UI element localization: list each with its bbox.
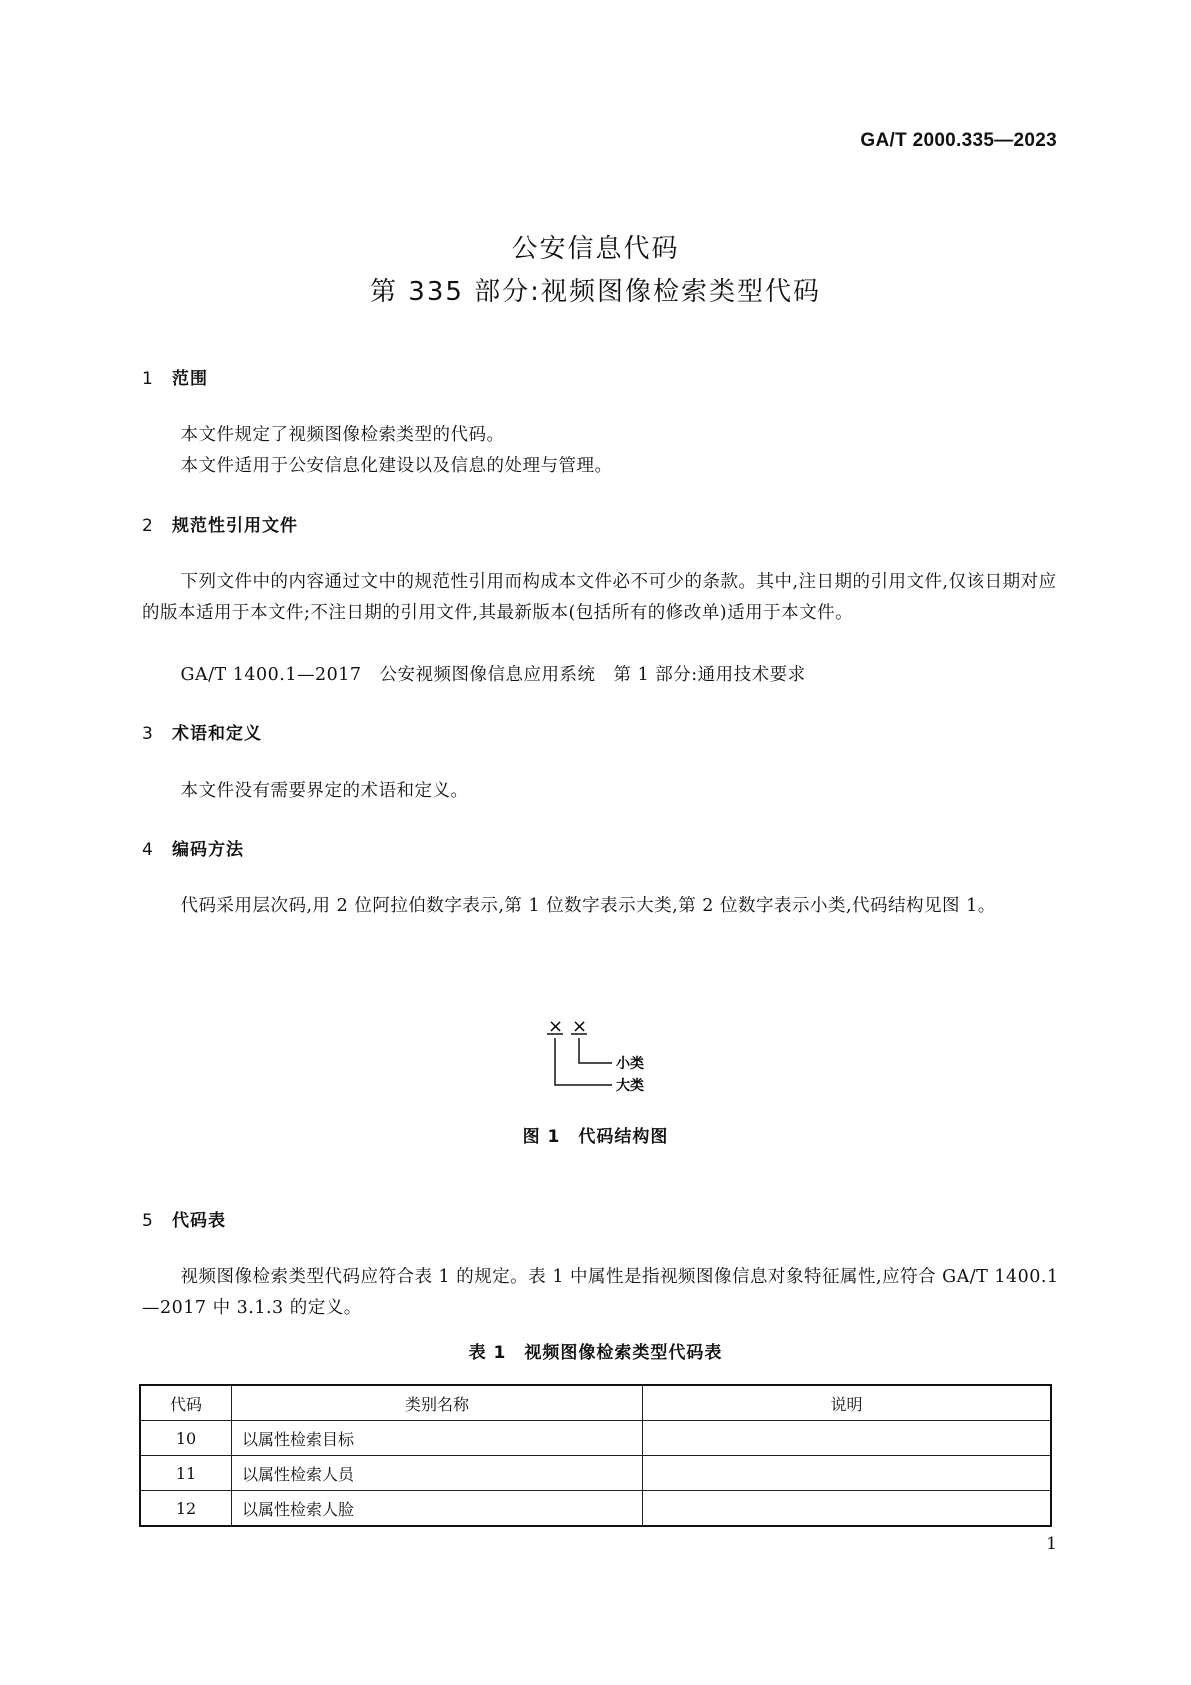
minor-connector-line xyxy=(579,1038,612,1063)
section-4-paragraph-1: 代码采用层次码,用 2 位阿拉伯数字表示,第 1 位数字表示大类,第 2 位数字表示小类,代码结构见图 1。 xyxy=(180,896,996,916)
row-code: 11 xyxy=(140,1456,232,1491)
code-table xyxy=(139,1384,1052,1527)
minor-digit-mark: × xyxy=(572,1016,588,1037)
header-code: 代码 xyxy=(140,1385,232,1421)
section-title: 编码方法 xyxy=(172,840,244,860)
section-5-heading xyxy=(142,1206,226,1231)
row-name: 以属性检索目标 xyxy=(232,1421,643,1456)
row-code: 12 xyxy=(140,1491,232,1527)
row-name: 以属性检索人员 xyxy=(232,1456,643,1491)
row-description xyxy=(643,1456,1052,1491)
row-name: 以属性检索人脸 xyxy=(232,1491,643,1527)
section-2-paragraph-1: 下列文件中的内容通过文中的规范性引用而构成本文件必不可少的条款。其中,注日期的引用文件,仅该日期对应的版本适用于本文件;不注日期的引用文件,其最新版本(包括所有的修改单)适用于本文件。 xyxy=(142,572,1057,623)
row-description xyxy=(643,1421,1052,1456)
document-title: 公安信息代码 xyxy=(511,234,680,264)
section-5-paragraph-1: 视频图像检索类型代码应符合表 1 的规定。表 1 中属性是指视频图像信息对象特征属性,应符合 GA/T 1400.1—2017 中 3.1.3 的定义。 xyxy=(142,1267,1059,1318)
section-1-paragraph-2: 本文件适用于公安信息化建设以及信息的处理与管理。 xyxy=(180,456,613,476)
section-4-heading xyxy=(142,835,244,860)
standard-code: GA/T 2000.335—2023 xyxy=(860,130,1057,151)
header-description: 说明 xyxy=(643,1385,1052,1421)
normative-reference: GA/T 1400.1—2017 公安视频图像信息应用系统 第 1 部分:通用技术要求 xyxy=(180,665,806,685)
section-1-paragraph-1: 本文件规定了视频图像检索类型的代码。 xyxy=(180,425,505,445)
section-number: 2 xyxy=(142,516,154,536)
section-3-paragraph-1: 本文件没有需要界定的术语和定义。 xyxy=(180,781,469,801)
header-category-name: 类别名称 xyxy=(232,1385,643,1421)
table-row xyxy=(140,1491,1051,1527)
table-row xyxy=(140,1421,1051,1456)
major-category-label: 大类 xyxy=(616,1078,644,1092)
section-number: 5 xyxy=(142,1211,154,1231)
row-code: 10 xyxy=(140,1421,232,1456)
major-digit-mark: × xyxy=(548,1016,564,1037)
table-row xyxy=(140,1456,1051,1491)
table-header-row xyxy=(140,1385,1051,1421)
section-number: 4 xyxy=(142,840,154,860)
table-1-caption: 表 1 视频图像检索类型代码表 xyxy=(468,1343,723,1363)
figure-1-caption: 图 1 代码结构图 xyxy=(522,1127,669,1147)
code-structure-diagram xyxy=(540,1012,680,1092)
row-description xyxy=(643,1491,1052,1527)
minor-category-label: 小类 xyxy=(616,1056,644,1072)
section-title: 范围 xyxy=(172,369,208,389)
section-title: 代码表 xyxy=(172,1211,226,1231)
section-title: 术语和定义 xyxy=(172,724,262,744)
page-number: 1 xyxy=(1046,1534,1057,1554)
major-connector-line xyxy=(555,1038,612,1085)
section-3-heading xyxy=(142,719,262,744)
section-number: 3 xyxy=(142,724,154,744)
document-subtitle: 第 335 部分:视频图像检索类型代码 xyxy=(370,277,821,307)
section-title: 规范性引用文件 xyxy=(172,516,298,536)
section-1-heading xyxy=(142,364,208,389)
section-2-heading xyxy=(142,511,298,536)
section-number: 1 xyxy=(142,369,154,389)
